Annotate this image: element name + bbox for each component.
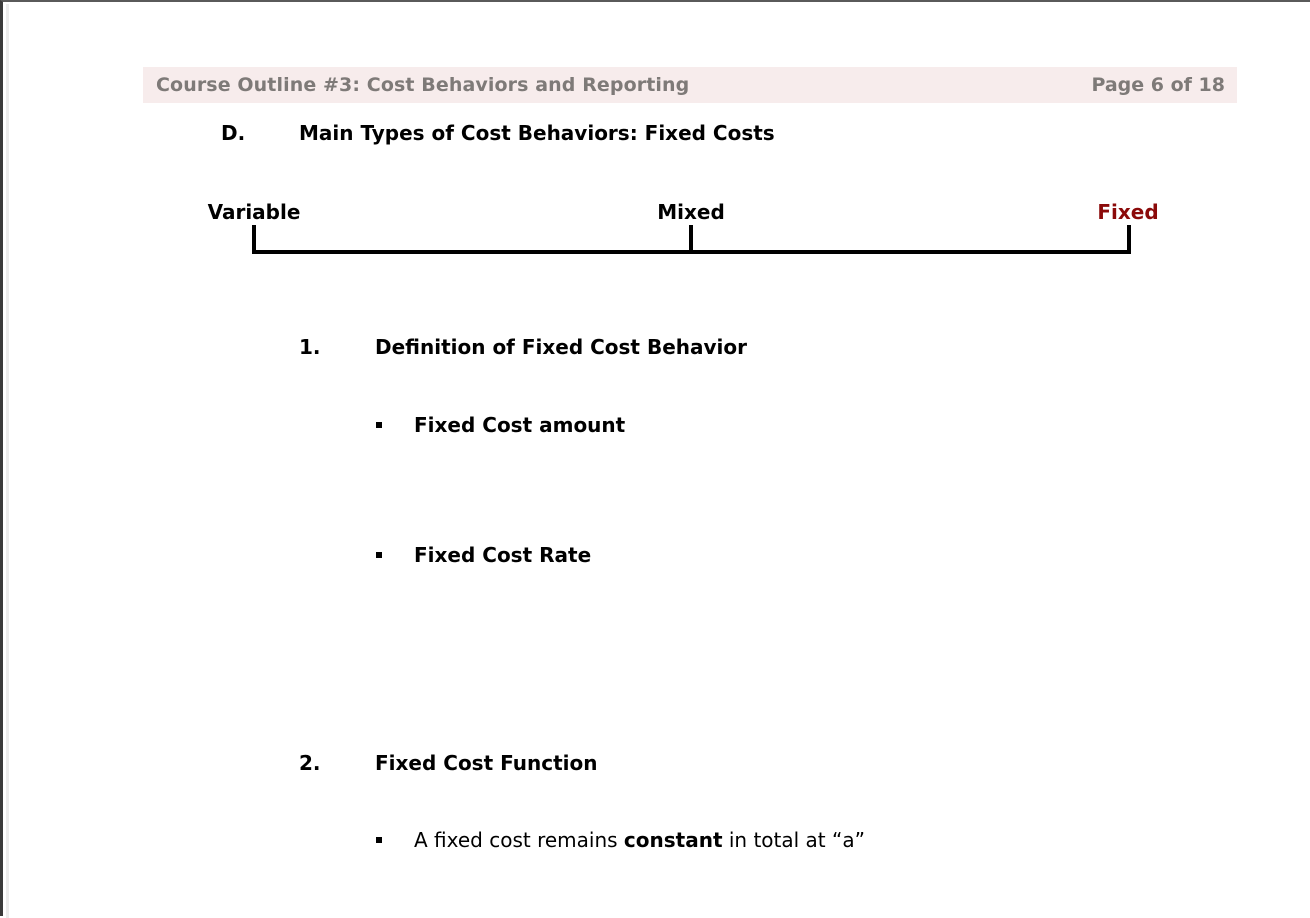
bullet-square-icon bbox=[376, 837, 382, 843]
scale-label-fixed: Fixed bbox=[1097, 200, 1159, 224]
page-indicator: Page 6 of 18 bbox=[1091, 74, 1225, 96]
page-edge bbox=[6, 4, 9, 918]
page-header bbox=[143, 67, 1237, 103]
bullet-suffix: in total at “a” bbox=[722, 828, 865, 852]
bullet-fixed-cost-constant bbox=[414, 828, 865, 852]
bullet-square-icon bbox=[376, 422, 382, 428]
course-title: Course Outline #3: Cost Behaviors and Reporting bbox=[156, 74, 690, 96]
item-title: Fixed Cost Function bbox=[375, 751, 598, 775]
section-letter: D. bbox=[221, 121, 246, 145]
item-number: 1. bbox=[299, 335, 321, 359]
scale-label-variable: Variable bbox=[207, 200, 301, 224]
bullet-emphasis: constant bbox=[623, 828, 723, 852]
bullet-fixed-cost-rate: Fixed Cost Rate bbox=[414, 543, 592, 567]
bullet-square-icon bbox=[376, 552, 382, 558]
section-title: Main Types of Cost Behaviors: Fixed Costs bbox=[299, 121, 775, 145]
scale-line bbox=[252, 250, 1131, 254]
item-title: Definition of Fixed Cost Behavior bbox=[375, 335, 747, 359]
bullet-fixed-cost-amount: Fixed Cost amount bbox=[414, 413, 626, 437]
bullet-prefix: A fixed cost remains bbox=[414, 828, 624, 852]
scale-label-mixed: Mixed bbox=[657, 200, 725, 224]
item-number: 2. bbox=[299, 751, 321, 775]
